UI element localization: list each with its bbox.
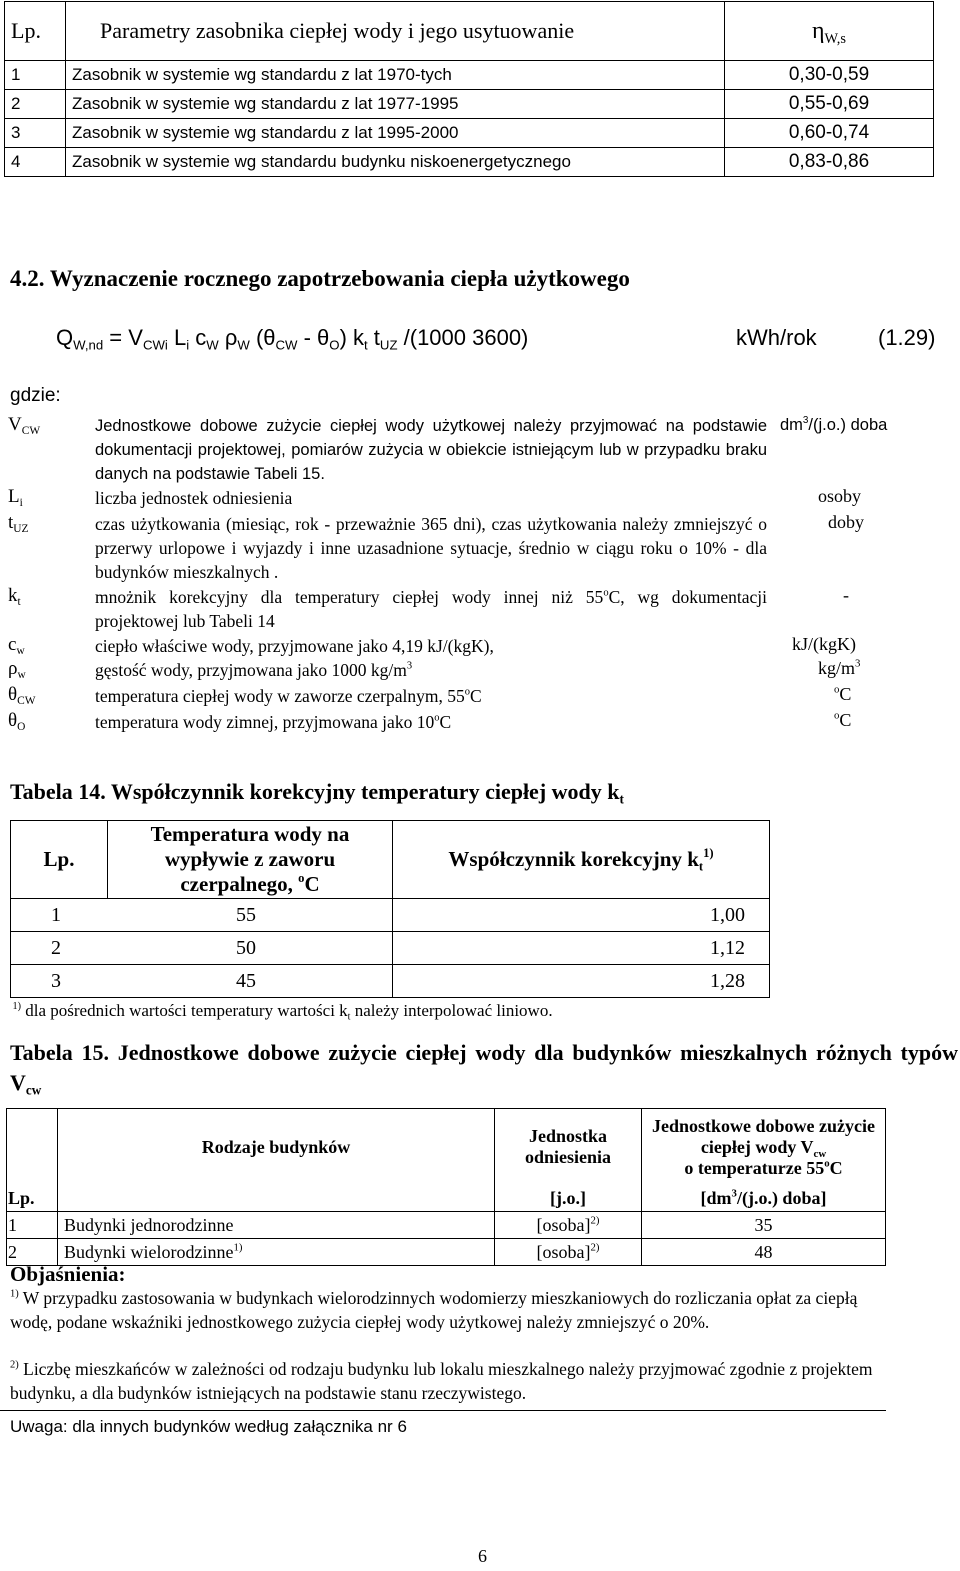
formula-v: V bbox=[128, 325, 143, 350]
formula-theta-o: - θ bbox=[297, 325, 330, 350]
z2: o temperaturze 55 bbox=[684, 1157, 825, 1178]
u2: /(j.o.) doba] bbox=[736, 1187, 827, 1208]
def-text-vcw: Jednostkowe dobowe zużycie ciepłej wody użytkowej należy przyjmować na podstawie dokumentacji projektowej, pomiarów zużycia w obiekcie istniejącym lub w przypadku braku danych na podstawie Tabeli 15. bbox=[95, 417, 767, 483]
c-sub: t bbox=[698, 859, 704, 874]
title-text: Tabela 15. Jednostkowe dobowe zużycie ciepłej wody dla budynków mieszkalnych różnych typów V bbox=[10, 1040, 958, 1095]
eta-symbol: η bbox=[811, 17, 825, 44]
header-eta bbox=[725, 2, 934, 61]
u-sup: 3 bbox=[855, 657, 861, 670]
header-title: Parametry zasobnika ciepłej wody i jego usytuowanie bbox=[66, 2, 725, 61]
formula-l-sub: i bbox=[186, 337, 190, 353]
notes-title: Objaśnienia: bbox=[10, 1262, 126, 1286]
u: C bbox=[839, 684, 852, 704]
def-unit-li: osoby bbox=[818, 486, 862, 506]
page-number: 6 bbox=[478, 1546, 487, 1566]
c: Współczynnik korekcyjny k bbox=[448, 847, 699, 871]
header-temp bbox=[108, 821, 393, 899]
remark: Uwaga: dla innych budynków według załącznika nr 6 bbox=[10, 1417, 407, 1436]
header-lp: Lp. bbox=[7, 1185, 58, 1212]
header-rodzaje: Rodzaje budynków bbox=[58, 1109, 495, 1186]
z-sup: o bbox=[824, 1156, 830, 1169]
table-row bbox=[11, 965, 770, 998]
def-symbol-tuz bbox=[8, 512, 28, 534]
table14-title bbox=[10, 779, 624, 805]
sub: O bbox=[17, 720, 26, 733]
row-value: 0,55-0,69 bbox=[725, 90, 934, 119]
header-lp: Lp. bbox=[11, 821, 108, 899]
u: [osoba] bbox=[536, 1241, 591, 1262]
row-cells bbox=[11, 965, 393, 998]
formula-k: ) k bbox=[339, 325, 365, 350]
row-num: 4 bbox=[5, 148, 66, 177]
u-sup: 3 bbox=[731, 1186, 737, 1199]
formula-number: (1.29) bbox=[878, 325, 936, 350]
formula-c: c bbox=[189, 325, 207, 350]
table-header-row bbox=[5, 2, 934, 61]
def-unit-thcw bbox=[834, 684, 851, 705]
header-lp: Lp. bbox=[5, 2, 66, 61]
sym: L bbox=[8, 486, 20, 507]
u-sup: 2) bbox=[590, 1213, 600, 1226]
formula-l: L bbox=[167, 325, 187, 350]
t-sup: 3 bbox=[406, 660, 413, 672]
table-header-row bbox=[11, 821, 770, 899]
t2: C bbox=[439, 712, 452, 732]
def-symbol-thcw bbox=[8, 684, 35, 706]
u: C bbox=[839, 710, 852, 730]
table15 bbox=[6, 1108, 886, 1266]
sub: CW bbox=[17, 694, 36, 707]
table14 bbox=[10, 820, 770, 1024]
formula-t: t bbox=[367, 325, 380, 350]
def-text-rhow bbox=[95, 658, 767, 682]
row-desc: Zasobnik w systemie wg standardu z lat 1970-tych bbox=[66, 61, 725, 90]
row-unit bbox=[495, 1212, 642, 1239]
formula-theta-cw: (θ bbox=[249, 325, 276, 350]
u2: /(j.o.) doba bbox=[808, 416, 888, 434]
u-sup: 2) bbox=[590, 1240, 600, 1253]
row-desc: Zasobnik w systemie wg standardu z lat 1995-2000 bbox=[66, 119, 725, 148]
z1: Jednostkowe dobowe zużycie ciepłej wody V bbox=[652, 1115, 875, 1157]
t2: C, wg dokumentacji projektowej lub Tabeli 14 bbox=[95, 587, 768, 631]
header-coef bbox=[393, 821, 770, 899]
t-sup: o bbox=[298, 871, 305, 886]
sub: w bbox=[16, 644, 25, 657]
row-value: 0,30-0,59 bbox=[725, 61, 934, 90]
n2: Liczbę mieszkańców w zależności od rodzaju budynku lub lokalu mieszkalnego należy przyjmować zgodnie z projektem budynku, a dla budynków istniejących na podstawie stanu rzeczywistego. bbox=[10, 1359, 873, 1403]
table-row bbox=[5, 148, 934, 177]
formula-t-sub: UZ bbox=[379, 337, 398, 353]
row-desc: Zasobnik w systemie wg standardu budynku niskoenergetycznego bbox=[66, 148, 725, 177]
def-symbol-li bbox=[8, 486, 23, 508]
t2: C bbox=[304, 872, 320, 896]
def-unit-rhow bbox=[818, 658, 860, 679]
formula-unit: kWh/rok bbox=[736, 325, 817, 350]
formula-theta-cw-sub: CW bbox=[275, 337, 298, 353]
def-unit-vcw bbox=[780, 416, 887, 435]
row-coef: 1,12 bbox=[393, 932, 770, 965]
n: Budynki wielorodzinne bbox=[64, 1241, 234, 1262]
row-coef: 1,28 bbox=[393, 965, 770, 998]
row-coef: 1,00 bbox=[393, 899, 770, 932]
sub: CW bbox=[21, 424, 41, 437]
row-lp: 2 bbox=[7, 1239, 58, 1266]
section-heading: 4.2. Wyznaczenie rocznego zapotrzebowania ciepła użytkowego bbox=[10, 266, 630, 291]
t1: temperatura ciepłej wody w zaworze czerpalnym, 55 bbox=[95, 686, 465, 706]
u-sup: 3 bbox=[802, 415, 809, 427]
note-1 bbox=[10, 1286, 880, 1334]
storage-parameters-table bbox=[4, 1, 934, 177]
row-cells bbox=[11, 932, 393, 965]
n: Budynki jednorodzinne bbox=[64, 1214, 234, 1235]
formula-k-sub: t bbox=[364, 337, 368, 353]
table14-note bbox=[11, 998, 770, 1025]
t1: temperatura wody zimnej, przyjmowana jako 10 bbox=[95, 712, 435, 732]
sub: w bbox=[17, 668, 26, 681]
t-sup: o bbox=[603, 587, 609, 599]
def-text-li: liczba jednostek odniesienia bbox=[95, 488, 293, 508]
formula-rho-sub: W bbox=[237, 337, 250, 353]
row-temp: 45 bbox=[236, 969, 256, 992]
note-sup: 1) bbox=[12, 1000, 21, 1012]
row-num: 3 bbox=[5, 119, 66, 148]
formula bbox=[56, 325, 528, 351]
sym: k bbox=[8, 585, 18, 606]
table-row bbox=[7, 1239, 886, 1266]
formula-tail: /(1000 3600) bbox=[397, 325, 529, 350]
u1: [dm bbox=[700, 1187, 732, 1208]
row-num: 2 bbox=[5, 90, 66, 119]
t2: C bbox=[470, 686, 482, 706]
z-sub: cw bbox=[813, 1147, 827, 1160]
note-b: należy interpolować liniowo. bbox=[350, 1001, 553, 1020]
formula-rho: ρ bbox=[218, 325, 238, 350]
row-temp: 50 bbox=[236, 936, 256, 959]
header-lp-top bbox=[7, 1109, 58, 1186]
table-header-row bbox=[7, 1109, 886, 1186]
table15-title bbox=[10, 1038, 958, 1098]
def-symbol-tho bbox=[8, 710, 25, 732]
table-row bbox=[5, 90, 934, 119]
row-temp: 55 bbox=[236, 903, 256, 926]
table-row bbox=[11, 932, 770, 965]
sub: t bbox=[17, 595, 21, 608]
def-text-tho bbox=[95, 710, 767, 734]
table-note-row bbox=[11, 998, 770, 1025]
title-sub: cw bbox=[25, 1082, 42, 1098]
note-sub: t bbox=[347, 1011, 351, 1023]
title-text: Tabela 14. Współczynnik korekcyjny temperatury ciepłej wody k bbox=[10, 779, 620, 804]
table-row bbox=[5, 119, 934, 148]
c-sup: 1) bbox=[703, 846, 714, 861]
header-zuzycie bbox=[642, 1109, 886, 1186]
def-text-thcw bbox=[95, 684, 767, 708]
def-text-tuz: czas użytkowania (miesiąc, rok - przeważnie 365 dni), czas użytkowania należy zmniejszyć o przerwy urlopowe i wyjazdy i inne uzasadnione sytuacje, średnio w ciągu roku o 10% - dla budynków mieszkalnych . bbox=[95, 514, 767, 582]
def-symbol-kt bbox=[8, 585, 21, 607]
def-text-kt bbox=[95, 585, 767, 633]
sym: t bbox=[8, 512, 14, 533]
u-sup: o bbox=[834, 683, 840, 696]
def-symbol-cw bbox=[8, 634, 25, 656]
n1-sup: 1) bbox=[10, 1288, 19, 1300]
sym: c bbox=[8, 634, 17, 655]
row-num: 1 bbox=[5, 61, 66, 90]
table-row bbox=[7, 1212, 886, 1239]
t: Temperatura wody na wypływie z zaworu czerpalnego, bbox=[150, 822, 350, 896]
eta-subscript: W,s bbox=[824, 30, 847, 47]
u-sup: o bbox=[834, 709, 840, 722]
table-subheader-row bbox=[7, 1185, 886, 1212]
n1: W przypadku zastosowania w budynkach wielorodzinnych wodomierzy mieszkaniowych do rozliczania opłat za ciepłą wodę, podane wskaźniki jednostkowego zużycia ciepłej wody użytkowej należy zmniejszyć o 20%. bbox=[10, 1288, 858, 1332]
sym: θ bbox=[8, 710, 18, 731]
title-sub: t bbox=[619, 791, 624, 807]
header-jednostka: Jednostka odniesienia bbox=[495, 1109, 642, 1186]
header-jo: [j.o.] bbox=[495, 1185, 642, 1212]
t1: gęstość wody, przyjmowana jako 1000 kg/m bbox=[95, 660, 407, 680]
row-cells bbox=[11, 899, 393, 932]
sub: i bbox=[19, 496, 23, 509]
formula-q: Q bbox=[56, 325, 74, 350]
t-sup: o bbox=[434, 712, 440, 724]
n-sup: 1) bbox=[233, 1240, 243, 1253]
t1: mnożnik korekcyjny dla temperatury ciepłej wody innej niż 55 bbox=[95, 587, 604, 607]
t-sup: o bbox=[464, 686, 471, 698]
row-value: 35 bbox=[642, 1212, 886, 1239]
row-lp: 1 bbox=[7, 1212, 58, 1239]
def-unit-kt: - bbox=[843, 585, 849, 605]
formula-v-sub: CWi bbox=[142, 337, 168, 353]
def-symbol-vcw bbox=[8, 414, 40, 436]
sym: θ bbox=[8, 684, 18, 705]
formula-eq: = bbox=[103, 325, 129, 350]
row-value: 0,83-0,86 bbox=[725, 148, 934, 177]
formula-c-sub: W bbox=[206, 337, 219, 353]
def-text-cw: ciepło właściwe wody, przyjmowane jako 4,19 kJ/(kgK), bbox=[95, 636, 494, 656]
row-value: 0,60-0,74 bbox=[725, 119, 934, 148]
u: dm bbox=[780, 416, 803, 434]
notes-divider bbox=[0, 1410, 886, 1411]
header-unit bbox=[642, 1185, 886, 1212]
row-lp: 1 bbox=[51, 903, 61, 926]
row-lp: 2 bbox=[51, 936, 61, 959]
table-row bbox=[5, 61, 934, 90]
header-blank bbox=[58, 1185, 495, 1212]
row-desc: Zasobnik w systemie wg standardu z lat 1977-1995 bbox=[66, 90, 725, 119]
def-unit-tho bbox=[834, 710, 851, 731]
note-a: dla pośrednich wartości temperatury wartości k bbox=[21, 1001, 348, 1020]
sym: V bbox=[8, 414, 22, 435]
u: [osoba] bbox=[536, 1214, 591, 1235]
n2-sup: 2) bbox=[10, 1359, 19, 1371]
formula-theta-o-sub: O bbox=[329, 337, 340, 353]
def-unit-cw: kJ/(kgK) bbox=[792, 634, 856, 654]
def-symbol-rhow bbox=[8, 658, 26, 680]
formula-q-sub: W,nd bbox=[73, 337, 104, 353]
note-2 bbox=[10, 1357, 890, 1405]
row-unit bbox=[495, 1239, 642, 1266]
z3: C bbox=[829, 1157, 843, 1178]
row-value: 48 bbox=[642, 1239, 886, 1266]
u: kg/m bbox=[818, 658, 856, 678]
row-name bbox=[58, 1212, 495, 1239]
row-lp: 3 bbox=[51, 969, 61, 992]
def-unit-tuz: doby bbox=[828, 512, 864, 532]
gdzie-label: gdzie: bbox=[10, 385, 61, 406]
sub: UZ bbox=[13, 522, 29, 535]
table-row bbox=[11, 899, 770, 932]
sym: ρ bbox=[8, 658, 18, 679]
